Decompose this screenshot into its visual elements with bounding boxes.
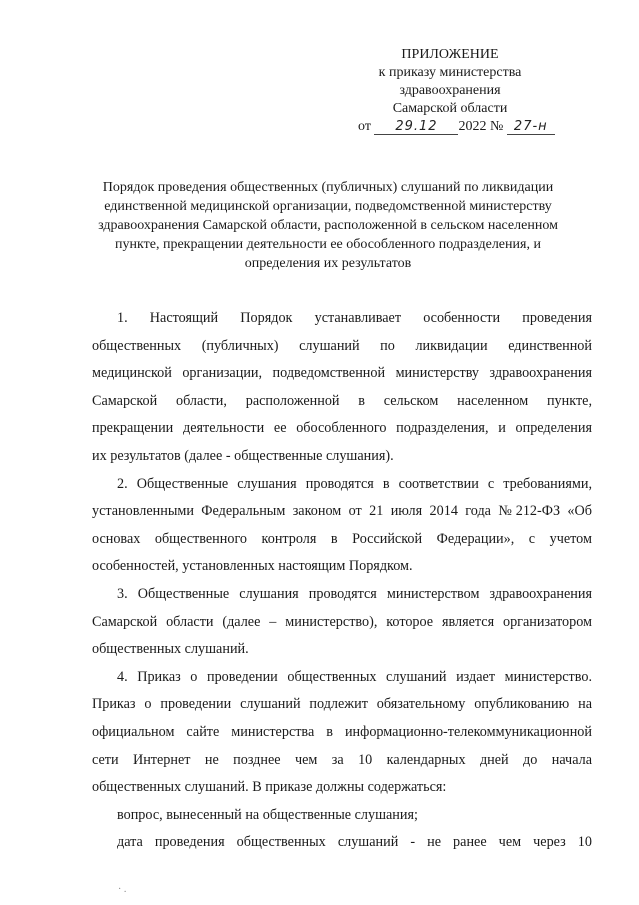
annex-line-1: к приказу министерства bbox=[378, 65, 522, 80]
year: 2022 bbox=[458, 119, 487, 134]
handwritten-number: 27-н bbox=[507, 120, 555, 135]
title-line: Порядок проведения общественных (публичных) слушаний по ликвидации bbox=[102, 180, 554, 195]
paragraph-2-line: особенностей, установленных настоящим Порядком. bbox=[92, 558, 413, 575]
annex-date-line bbox=[330, 118, 570, 136]
annex-header bbox=[330, 46, 570, 136]
paragraph-3-line: общественных слушаний. bbox=[92, 641, 249, 658]
title-line: здравоохранения Самарской области, расположенной в сельском населенном bbox=[98, 218, 558, 233]
document-title bbox=[64, 178, 592, 273]
annex-line-3: Самарской области bbox=[392, 101, 508, 116]
annex-title: ПРИЛОЖЕНИЕ bbox=[401, 47, 499, 62]
paragraph-4-line: 4. Приказ о проведении общественных слушаний издает министерство. bbox=[117, 668, 592, 685]
paragraph-1-line: медицинской организации, подведомственной министерству здравоохранения bbox=[92, 365, 592, 382]
annex-line-2: здравоохранения bbox=[399, 83, 501, 98]
paragraph-1-line: их результатов (далее - общественные слушания). bbox=[92, 447, 394, 464]
paragraph-1-line: 1. Настоящий Порядок устанавливает особенности проведения bbox=[117, 310, 592, 326]
handwritten-date: 29.12 bbox=[374, 120, 458, 135]
paragraph-2-line: 2. Общественные слушания проводятся в соответствии с требованиями, bbox=[117, 475, 592, 492]
scan-artifact: · . bbox=[118, 884, 127, 895]
title-line: определения их результатов bbox=[244, 256, 412, 271]
title-line: единственной медицинской организации, подведомственной министерству bbox=[104, 199, 552, 214]
title-line: пункте, прекращении деятельности ее обособленного подразделения, и bbox=[115, 237, 541, 252]
paragraph-4-line: официальном сайте министерства в информационно-телекоммуникационной bbox=[92, 723, 592, 740]
paragraph-2-line: установленными Федеральным законом от 21 июля 2014 года №212-ФЗ «Об bbox=[92, 503, 592, 520]
document-body bbox=[92, 305, 592, 857]
paragraph-2-line: основах общественного контроля в Российской Федерации», с учетом bbox=[92, 530, 592, 547]
paragraph-4-line: Приказ о проведении слушаний подлежит обязательному опубликованию на bbox=[92, 696, 592, 713]
list-item-line: дата проведения общественных слушаний - не ранее чем через 10 bbox=[117, 834, 592, 851]
paragraph-1-line: общественных (публичных) слушаний по ликвидации единственной bbox=[92, 337, 592, 354]
paragraph-3-line: Самарской области (далее – министерство), которое является организатором bbox=[92, 613, 592, 630]
paragraph-4-line: общественных слушаний. В приказе должны содержаться: bbox=[92, 779, 447, 796]
paragraph-1-line: прекращении деятельности ее обособленного подразделения, и определения bbox=[92, 420, 592, 437]
date-prefix: от bbox=[358, 119, 371, 134]
paragraph-1-line: Самарской области, расположенной в сельском населенном пункте, bbox=[92, 392, 592, 409]
paragraph-4-line: сети Интернет не позднее чем за 10 календарных дней до начала bbox=[92, 751, 592, 768]
paragraph-3-line: 3. Общественные слушания проводятся министерством здравоохранения bbox=[117, 585, 592, 602]
list-item-line: вопрос, вынесенный на общественные слушания; bbox=[117, 806, 418, 823]
number-sign: № bbox=[489, 119, 504, 134]
